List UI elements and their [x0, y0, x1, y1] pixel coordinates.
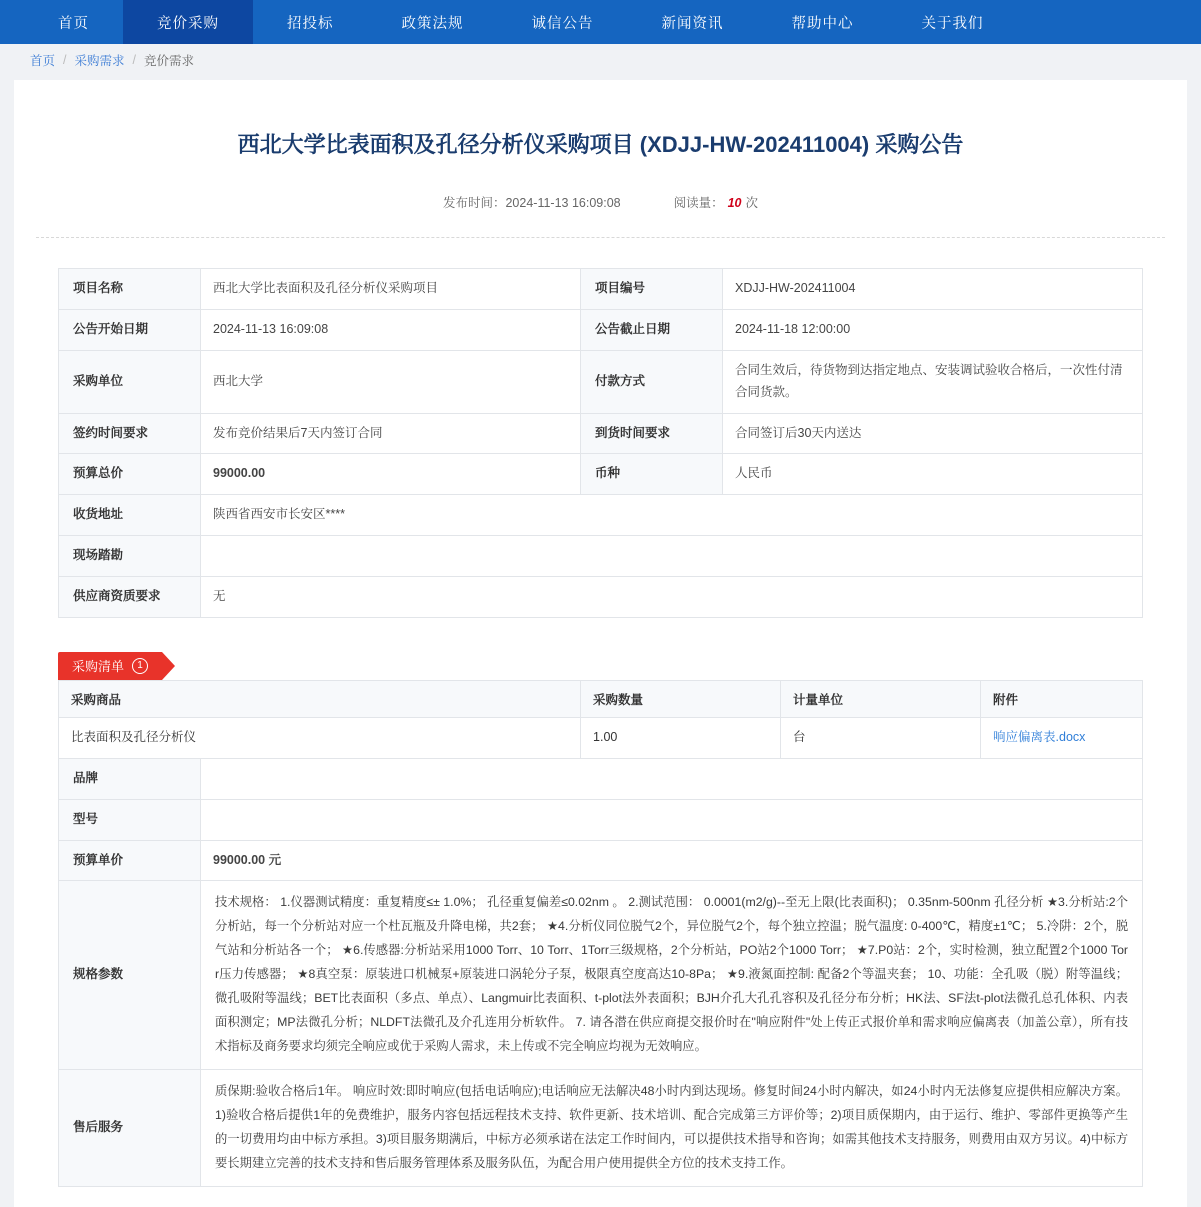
- table-row: [59, 799, 1143, 840]
- info-value-currency: 人民币: [723, 454, 1143, 495]
- publish-time-value: 2024-11-13 16:09:08: [505, 196, 621, 210]
- breadcrumb-separator-2: /: [132, 53, 136, 67]
- info-label-sign-time: 签约时间要求: [59, 413, 201, 454]
- table-row: [59, 495, 1143, 536]
- info-value-purchaser: 西北大学: [201, 350, 581, 413]
- table-row: [59, 717, 1143, 758]
- info-label-project-name: 项目名称: [59, 269, 201, 310]
- table-row: [59, 577, 1143, 618]
- purchase-list-ribbon: [58, 652, 162, 680]
- views-label: 阅读量：: [673, 196, 724, 210]
- goods-value-name: 比表面积及孔径分析仪: [59, 717, 581, 758]
- info-label-currency: 币种: [581, 454, 723, 495]
- table-row: [59, 1070, 1143, 1187]
- goods-value-brand: [201, 758, 1143, 799]
- goods-label-model: 型号: [59, 799, 201, 840]
- info-label-start-date: 公告开始日期: [59, 309, 201, 350]
- goods-header-qty: 采购数量: [581, 680, 781, 717]
- info-value-sign-time: 发布竞价结果后7天内签订合同: [201, 413, 581, 454]
- table-row: [59, 350, 1143, 413]
- nav-item-bidding-purchase[interactable]: 竞价采购: [123, 0, 253, 44]
- goods-value-after-sales: 质保期:验收合格后1年。 响应时效:即时响应(包括电话响应);电话响应无法解决48小时内到达现场。修复时间24小时内解决，如24小时内无法修复应提供相应解决方案。1)验收合格后提供1年的免费维护，服务内容包括远程技术支持、软件更新、技术培训、配合完成第三方评价等；2)项目质保期内，由于运行、维护、零部件更换等产生的一切费用均由中标方承担。3)项目服务期满后，中标方必须承诺在法定工作时间内，可以提供技术指导和咨询；如需其他技术支持服务，则费用由双方另议。4)中标方要长期建立完善的技术支持和售后服务管理体系及服务队伍，为配合用户使用提供全方位的技术支持工作。: [201, 1070, 1143, 1187]
- table-row: [59, 309, 1143, 350]
- info-value-start-date: 2024-11-13 16:09:08: [201, 309, 581, 350]
- info-label-project-no: 项目编号: [581, 269, 723, 310]
- attachment-link[interactable]: 响应偏离表.docx: [993, 729, 1086, 744]
- nav-item-policy[interactable]: 政策法规: [401, 15, 464, 32]
- info-value-site-visit: [201, 536, 1143, 577]
- info-value-address: 陕西省西安市长安区****: [201, 495, 1143, 536]
- goods-value-qty: 1.00: [581, 717, 781, 758]
- nav-item-credit-notice[interactable]: 诚信公告: [531, 15, 594, 32]
- nav-item-tender[interactable]: 招投标: [287, 15, 334, 32]
- info-label-site-visit: 现场踏勘: [59, 536, 201, 577]
- header-divider: [36, 237, 1165, 238]
- goods-header-unit: 计量单位: [781, 680, 981, 717]
- info-value-project-name: 西北大学比表面积及孔径分析仪采购项目: [201, 269, 581, 310]
- purchase-list-label: 采购清单: [72, 659, 125, 675]
- nav-item-help-center[interactable]: 帮助中心: [791, 15, 854, 32]
- views-unit: 次: [745, 196, 759, 210]
- table-row: [59, 881, 1143, 1070]
- nav-item-news[interactable]: 新闻资讯: [661, 15, 724, 32]
- table-row: [59, 413, 1143, 454]
- goods-label-after-sales: 售后服务: [59, 1070, 201, 1187]
- goods-label-unit-price: 预算单价: [59, 840, 201, 881]
- table-row: [59, 536, 1143, 577]
- goods-header-name: 采购商品: [59, 680, 581, 717]
- purchase-list-header: [58, 652, 1143, 680]
- top-navbar: [0, 0, 1201, 44]
- goods-value-unit-price: 99000.00 元: [201, 840, 1143, 881]
- info-label-delivery-time: 到货时间要求: [581, 413, 723, 454]
- table-row: [59, 269, 1143, 310]
- table-header-row: [59, 680, 1143, 717]
- breadcrumb-level2[interactable]: 采购需求: [74, 54, 125, 68]
- info-label-address: 收货地址: [59, 495, 201, 536]
- goods-value-attachment: [981, 717, 1143, 758]
- nav-item-about-us[interactable]: 关于我们: [921, 15, 984, 32]
- publish-time-label: 发布时间：: [442, 196, 506, 210]
- info-value-payment: 合同生效后，待货物到达指定地点、安装调试验收合格后，一次性付清合同货款。: [723, 350, 1143, 413]
- goods-value-unit: 台: [781, 717, 981, 758]
- nav-item-home[interactable]: 首页: [58, 15, 89, 32]
- breadcrumb-home[interactable]: 首页: [30, 54, 56, 68]
- info-value-budget-total: 99000.00: [201, 454, 581, 495]
- doc-meta: [14, 193, 1187, 237]
- info-value-project-no: XDJJ-HW-202411004: [723, 269, 1143, 310]
- purchase-list-table: [58, 680, 1143, 1187]
- table-row: [59, 454, 1143, 495]
- breadcrumb: [0, 44, 1201, 76]
- project-info-table: [58, 268, 1143, 618]
- breadcrumb-current: 竞价需求: [144, 54, 195, 68]
- info-label-supplier-qualification: 供应商资质要求: [59, 577, 201, 618]
- page-title: 西北大学比表面积及孔径分析仪采购项目 (XDJJ-HW-202411004) 采购公告: [237, 132, 964, 157]
- info-label-purchaser: 采购单位: [59, 350, 201, 413]
- announcement-card: [14, 80, 1187, 1207]
- breadcrumb-separator-1: /: [63, 53, 67, 67]
- info-label-budget-total: 预算总价: [59, 454, 201, 495]
- info-value-supplier-qualification: 无: [201, 577, 1143, 618]
- info-label-end-date: 公告截止日期: [581, 309, 723, 350]
- info-value-end-date: 2024-11-18 12:00:00: [723, 309, 1143, 350]
- goods-value-model: [201, 799, 1143, 840]
- table-row: [59, 758, 1143, 799]
- info-value-delivery-time: 合同签订后30天内送达: [723, 413, 1143, 454]
- info-label-payment: 付款方式: [581, 350, 723, 413]
- goods-label-brand: 品牌: [59, 758, 201, 799]
- goods-value-specs: 技术规格： 1.仪器测试精度：重复精度≤± 1.0%； 孔径重复偏差≤0.02nm 。 2.测试范围： 0.0001(m2/g)--至无上限(比表面积)； 0.35nm-500nm 孔径分析 ★3.分析站:2个分析站，每一个分析站对应一个杜瓦瓶及升降电梯，共2套； ★4.分析仪同位脱气2个，异位脱气2个，每个独立控温；脱气温度: 0-400℃，精度±1℃； 5.冷阱：2个，脱气站和分析站各一个； ★6.传感器:分析站采用1000 Torr、10 Torr、1Torr三级规格，2个分析站，PO站2个1000 Torr； ★7.P0站：2个，实时检测，独立配置2个1000 Torr压力传感器； ★8真空泵：原装进口机械泵+原装进口涡轮分子泵，极限真空度高达10-8Pa； ★9.液氮面控制: 配备2个等温夹套； 10、功能：全孔吸（脱）附等温线；微孔吸附等温线；BET比表面积（多点、单点）、Langmuir比表面积、t-plot法外表面积；BJH介孔大孔孔容积及孔径分布分析；HK法、SF法t-plot法微孔总孔体积、内表面积测定；MP法微孔分析；NLDFT法微孔及介孔连用分析软件。 7. 请各潜在供应商提交报价时在"响应附件"处上传正式报价单和需求响应偏离表（加盖公章），所有技术指标及商务要求均须完全响应或优于采购人需求，未上传或不完全响应均视为无效响应。: [201, 881, 1143, 1070]
- table-row: [59, 840, 1143, 881]
- goods-label-specs: 规格参数: [59, 881, 201, 1070]
- views-count: 10: [727, 196, 742, 210]
- purchase-list-count: 1: [132, 658, 148, 674]
- goods-header-attachment: 附件: [981, 680, 1143, 717]
